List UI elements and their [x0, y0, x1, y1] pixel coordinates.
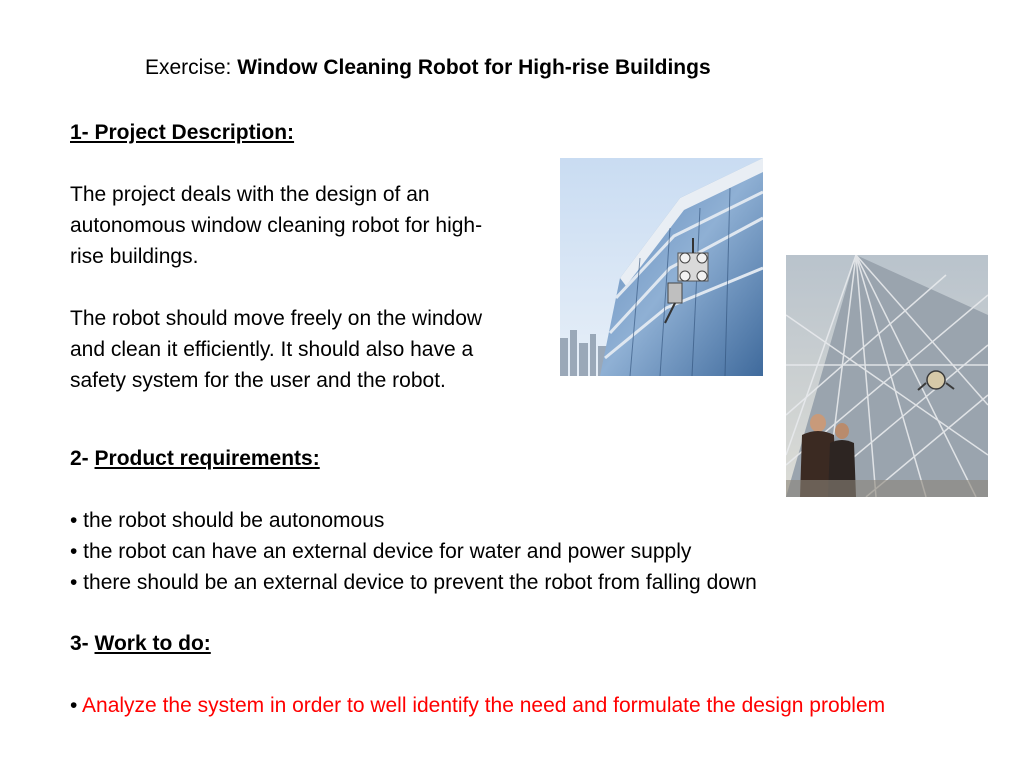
work-task-text: Analyze the system in order to well identify the need and formulate the design problem — [82, 694, 886, 717]
title-prefix: Exercise: — [145, 56, 238, 79]
section2-number: 2- — [70, 447, 95, 470]
bullet-marker: • — [70, 694, 83, 717]
requirements-list — [70, 505, 757, 598]
slide-title — [145, 52, 711, 83]
section3-heading — [70, 628, 211, 659]
description-paragraph: The robot should move freely on the window and clean it efficiently. It should also have a safety system for the user and the robot. — [70, 307, 483, 392]
glass-pyramid-robot-photo — [786, 255, 988, 497]
section2-heading — [70, 443, 320, 474]
work-to-do-item — [70, 690, 990, 721]
section3-title: Work to do: — [94, 632, 211, 655]
building-facade-robot-photo — [560, 158, 763, 376]
section1-heading: 1- Project Description: — [70, 121, 295, 144]
list-item: • the robot should be autonomous — [70, 509, 385, 532]
description-paragraph: The project deals with the design of an autonomous window cleaning robot for high-rise buildings. — [70, 183, 483, 268]
project-description — [70, 179, 510, 396]
section3-number: 3- — [70, 632, 95, 655]
list-item: • there should be an external device to prevent the robot from falling down — [70, 571, 757, 594]
list-item: • the robot can have an external device for water and power supply — [70, 540, 692, 563]
title-main: Window Cleaning Robot for High-rise Buildings — [237, 56, 711, 79]
section2-title: Product requirements: — [94, 447, 320, 470]
